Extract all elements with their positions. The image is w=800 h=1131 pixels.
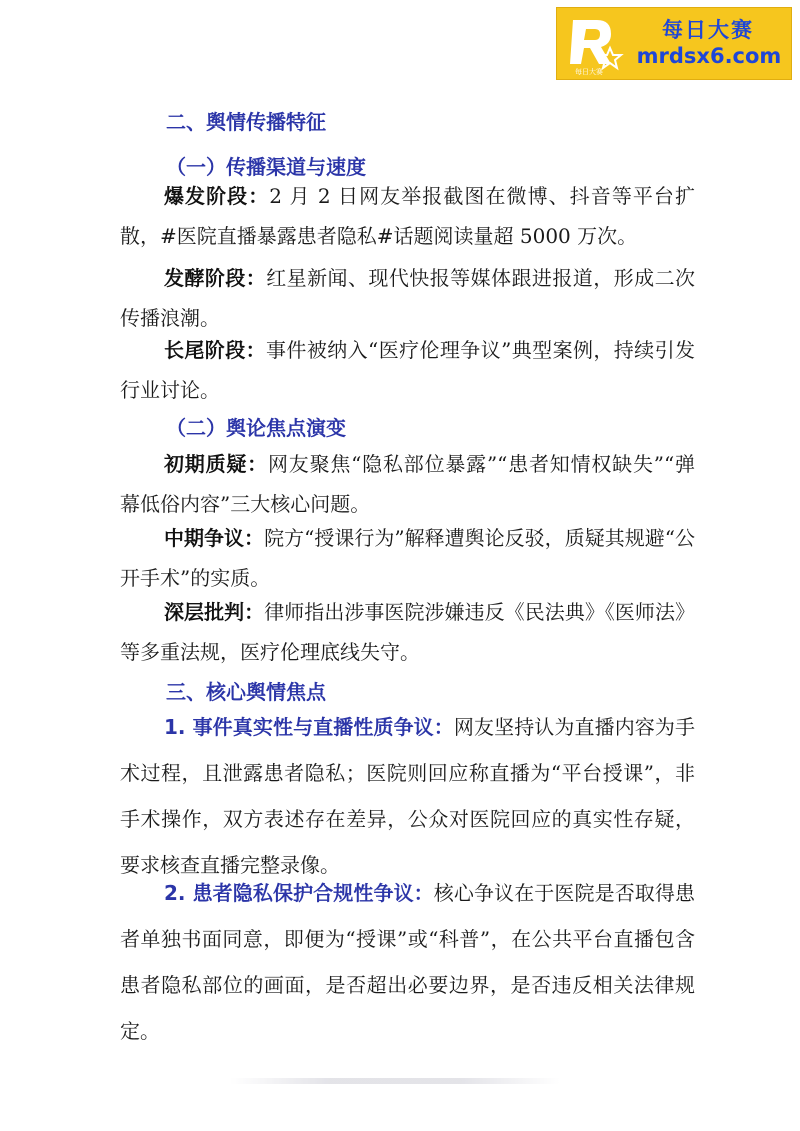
paragraph-text: 事件被纳入“医疗伦理争议”典型案例，持续引发行业讨论。: [120, 338, 695, 402]
footer-smudge: [230, 1078, 560, 1084]
paragraph-early-doubt: [120, 444, 695, 524]
paragraph-lead: 长尾阶段：: [164, 338, 267, 362]
paragraph-lead: 中期争议：: [164, 526, 265, 550]
logo-url[interactable]: mrdsx6.com: [636, 44, 782, 68]
section-heading-3: 三、核心舆情焦点: [166, 680, 326, 704]
paragraph-lead: 发酵阶段：: [164, 266, 267, 290]
paragraph-lead: 深层批判：: [164, 600, 265, 624]
section-heading-2: 二、舆情传播特征: [166, 110, 326, 134]
paragraph-text: 红星新闻、现代快报等媒体跟进报道，形成二次传播浪潮。: [120, 266, 696, 330]
paragraph-tail-stage: [120, 330, 695, 410]
paragraph-text: 核心争议在于医院是否取得患者单独书面同意，即便为“授课”或“科普”，在公共平台直播包含患者隐私部位的画面，是否超出必要边界，是否违反相关法律规定。: [120, 881, 696, 1043]
paragraph-text: 2 月 2 日网友举报截图在微博、抖音等平台扩散，#医院直播暴露患者隐私#话题阅读量超 5000 万次。: [120, 184, 695, 248]
paragraph-mid-dispute: [120, 518, 695, 598]
paragraph-lead: 2. 患者隐私保护合规性争议：: [164, 881, 434, 905]
paragraph-text: 网友聚焦“隐私部位暴露”“患者知情权缺失”“弹幕低俗内容”三大核心问题。: [120, 452, 696, 516]
paragraph-text: 律师指出涉事医院涉嫌违反《民法典》《医师法》等多重法规，医疗伦理底线失守。: [120, 600, 696, 664]
paragraph-lead: 1. 事件真实性与直播性质争议：: [164, 715, 454, 739]
paragraph-text: 网友坚持认为直播内容为手术过程，且泄露患者隐私；医院则回应称直播为“平台授课”，非手术操作，双方表述存在差异，公众对医院回应的真实性存疑，要求核查直播完整录像。: [120, 715, 695, 877]
paragraph-lead: 初期质疑：: [164, 452, 268, 476]
logo-name: 每日大赛: [662, 18, 754, 42]
subsection-heading-2-2: （二）舆论焦点演变: [166, 416, 346, 440]
paragraph-ferment-stage: [120, 258, 695, 338]
paragraph-privacy-dispute: [120, 870, 695, 1054]
paragraph-deep-critique: [120, 592, 695, 672]
paragraph-lead: 爆发阶段：: [164, 184, 270, 208]
subsection-heading-2-1: （一）传播渠道与速度: [166, 155, 366, 179]
paragraph-authenticity-dispute: [120, 704, 695, 888]
logo-subtitle: 每日大赛: [575, 68, 603, 76]
site-logo[interactable]: [556, 7, 792, 80]
paragraph-burst-stage: [120, 176, 695, 256]
paragraph-text: 院方“授课行为”解释遭舆论反驳，质疑其规避“公开手术”的实质。: [120, 526, 695, 590]
